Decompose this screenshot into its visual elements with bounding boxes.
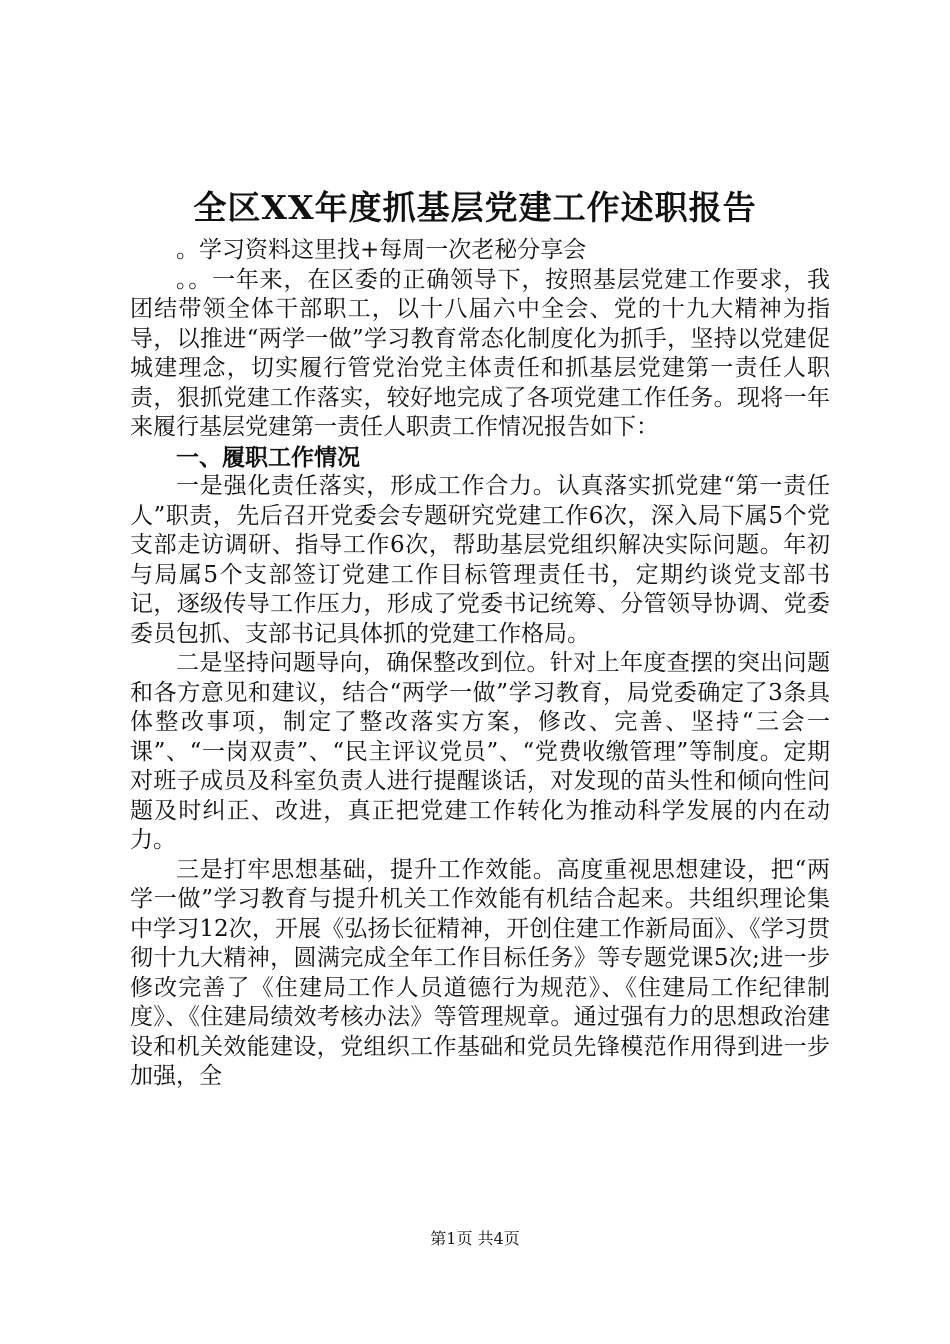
document-body (130, 236, 830, 1092)
point-one-paragraph: 一是强化责任落实，形成工作合力。认真落实抓党建“第一责任人”职责，先后召开党委会专题研究党建工作6次，深入局下属5个党支部走访调研、指导工作6次，帮助基层党组织解决实际问题。年初与局属5个支部签订党建工作目标管理责任书，定期约谈党支部书记，逐级传导工作压力，形成了党委书记统筹、分管领导协调、党委委员包抓、支部书记具体抓的党建工作格局。 (130, 473, 830, 647)
intro-note: 。学习资料这里找+每周一次老秘分享会 (176, 237, 587, 263)
document-title: 全区XX年度抓基层党建工作述职报告 (193, 188, 757, 227)
page-footer: 第1页 共4页 (430, 1229, 520, 1248)
point-two-paragraph: 二是坚持问题导向，确保整改到位。针对上年度查摆的突出问题和各方意见和建议，结合“两学一做”学习教育，局党委确定了3条具体整改事项，制定了整改落实方案，修改、完善、坚持“三会一课”、“一岗双责”、“民主评议党员”、“党费收缴管理”等制度。定期对班子成员及科室负责人进行提醒谈话，对发现的苗头性和倾向性问题及时纠正、改进，真正把党建工作转化为推动科学发展的内在动力。 (130, 650, 830, 853)
opening-paragraph: 。。一年来，在区委的正确领导下，按照基层党建工作要求，我团结带领全体干部职工，以十八届六中全会、党的十九大精神为指导，以推进“两学一做”学习教育常态化制度化为抓手，坚持以党建促城建理念，切实履行管党治党主体责任和抓基层党建第一责任人职责，狠抓党建工作落实，较好地完成了各项党建工作任务。现将一年来履行基层党建第一责任人职责工作情况报告如下： (130, 266, 830, 440)
section-heading: 一、履职工作情况 (176, 443, 360, 471)
point-three-paragraph: 三是打牢思想基础，提升工作效能。高度重视思想建设，把“两学一做”学习教育与提升机关工作效能有机结合起来。共组织理论集中学习12次，开展《弘扬长征精神，开创住建工作新局面》、《学习贯彻十九大精神，圆满完成全年工作目标任务》等专题党课5次;进一步修改完善了《住建局工作人员道德行为规范》、《住建局工作纪律制度》、《住建局绩效考核办法》等管理规章。通过强有力的思想政治建设和机关效能建设，党组织工作基础和党员先锋模范作用得到进一步加强，全 (130, 856, 830, 1089)
